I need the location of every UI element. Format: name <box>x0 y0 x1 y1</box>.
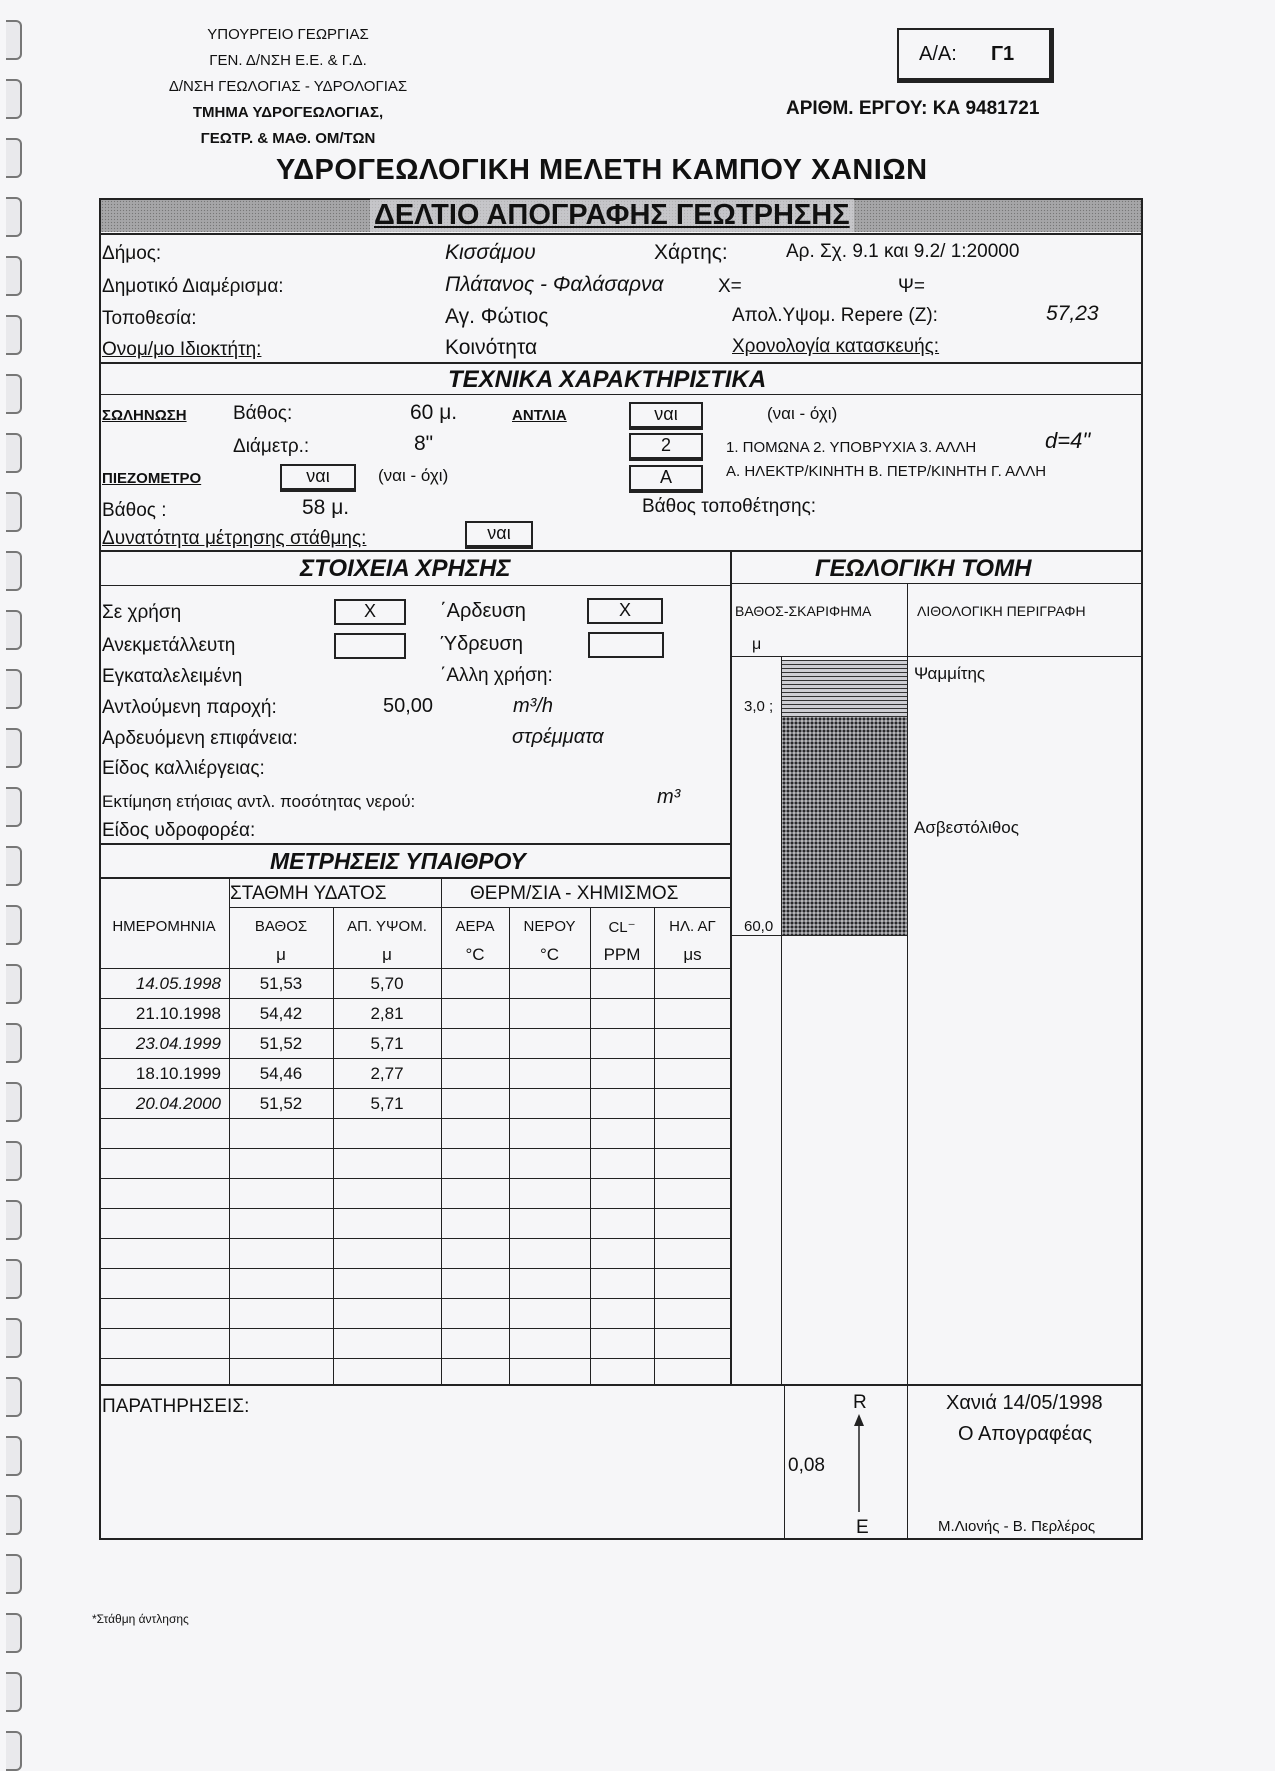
ydroforea-label: Είδος υδροφορέα: <box>102 820 256 841</box>
repere-label: Απολ.Υψομ. Repere (Z): <box>732 305 938 326</box>
binder-ring <box>6 1613 22 1653</box>
epifaneia-unit: στρέμματα <box>512 726 604 748</box>
rule <box>99 233 1143 235</box>
binder-ring <box>6 964 22 1004</box>
se-xrisi-label: Σε χρήση <box>102 602 182 623</box>
binder-ring <box>6 1672 22 1712</box>
measurement-vathos: 54,46 <box>259 1064 303 1083</box>
depth-2: 60,0 <box>744 918 774 935</box>
measurement-ypsom: 5,71 <box>370 1034 404 1053</box>
arrow-up-icon <box>852 1414 866 1514</box>
binder-ring <box>6 433 22 473</box>
se-xrisi-box[interactable] <box>334 599 406 625</box>
place-date: Χανιά 14/05/1998 <box>946 1392 1103 1414</box>
measurement-ypsom: 5,71 <box>370 1094 404 1113</box>
binder-ring <box>6 1200 22 1240</box>
project-number: ΑΡΙΘΜ. ΕΡΓΟΥ: ΚΑ 9481721 <box>786 98 1040 119</box>
diamerisma-value: Πλάτανος - Φαλάσαρνα <box>445 273 664 296</box>
vathos-label: Βάθος: <box>233 403 293 424</box>
measurement-vathos: 54,42 <box>259 1004 303 1023</box>
measurement-date: 14.05.1998 <box>135 974 221 993</box>
binder-ring <box>6 846 22 886</box>
binder-ring <box>6 374 22 414</box>
layer-limestone <box>782 717 907 935</box>
rule <box>229 907 731 908</box>
rule <box>731 656 1142 657</box>
binder-ring <box>6 728 22 768</box>
piezometro-note: (ναι - όχι) <box>378 466 449 485</box>
ardeusi-box[interactable] <box>587 598 663 624</box>
chronologia-label: Χρονολογία κατασκευής: <box>732 336 940 357</box>
ministry-line: ΓΕΩΤΡ. & ΜΑΘ. ΟΜ/ΤΩΝ <box>200 130 376 147</box>
ministry-block <box>118 22 458 152</box>
binder-ring <box>6 1259 22 1299</box>
column-unit: °C <box>465 945 485 964</box>
rule <box>99 1538 1143 1540</box>
geology-unit: μ <box>752 636 762 653</box>
geology-title: ΓΕΩΛΟΓΙΚΗ ΤΟΜΗ <box>815 555 1032 582</box>
rule <box>99 1178 731 1179</box>
paroxi-value: 50,00 <box>383 695 434 717</box>
owner-label: Ονομ/μο Ιδιοκτήτη: <box>102 339 262 360</box>
apografeis-names: Μ.Λιονής - Β. Περλέρος <box>938 1518 1096 1535</box>
column-header: ΗΜΕΡΟΜΗΝΙΑ <box>112 918 216 935</box>
binder-ring <box>6 669 22 709</box>
antlia-note-3: Α. ΗΛΕΚΤΡ/ΚΙΝΗΤΗ Β. ΠΕΤΡ/ΚΙΝΗΤΗ Γ. ΑΛΛΗ <box>726 463 1047 480</box>
paroxi-label: Αντλούμενη παροχή: <box>102 697 277 718</box>
vathos-topothetisis-label: Βάθος τοποθέτησης: <box>642 496 817 517</box>
binder-ring <box>6 1141 22 1181</box>
antlia-box-3-value: Α <box>659 467 672 487</box>
measurement-ypsom: 2,77 <box>370 1064 404 1083</box>
paroxi-unit: m³/h <box>513 695 553 717</box>
egkatal-label: Εγκαταλελειμένη <box>102 666 243 687</box>
rule <box>99 1148 731 1149</box>
binder-ring <box>6 20 22 60</box>
ministry-line: ΓΕΝ. Δ/ΝΣΗ Ε.Ε. & Γ.Δ. <box>209 52 367 69</box>
rule <box>99 1328 731 1329</box>
ardeusi-value: Χ <box>618 600 631 620</box>
binder-ring <box>6 1554 22 1594</box>
ektimisi-unit: m³ <box>657 786 681 808</box>
column-header: ΝΕΡΟΥ <box>523 918 576 935</box>
chartis-label: Χάρτης: <box>654 241 728 264</box>
topothesia-value: Αγ. Φώτιος <box>445 305 549 328</box>
antlia-box-2[interactable] <box>629 433 703 461</box>
binder-ring <box>6 1023 22 1063</box>
rule <box>99 1268 731 1269</box>
rule <box>731 583 1142 584</box>
binder-ring <box>6 787 22 827</box>
rule <box>99 998 731 999</box>
column-unit: °C <box>539 945 560 964</box>
binder-ring <box>6 197 22 237</box>
e-label: E <box>856 1517 869 1538</box>
column-header: ΑΕΡΑ <box>455 918 495 935</box>
group-stathmi: ΣΤΑΘΜΗ ΥΔΑΤΟΣ <box>230 883 387 904</box>
rule <box>731 935 908 936</box>
antlia-label: ΑΝΤΛΙΑ <box>512 407 567 424</box>
rule <box>99 877 731 879</box>
column-header: ΗΛ. ΑΓ <box>669 918 716 935</box>
rule <box>654 907 655 1384</box>
technical-title: ΤΕΧΝΙΚΑ ΧΑΡΑΚΤΗΡΙΣΤΙΚΑ <box>448 366 767 393</box>
r-label: R <box>853 1392 867 1413</box>
binder-ring <box>6 138 22 178</box>
diamerisma-label: Δημοτικό Διαμέρισμα: <box>102 276 284 297</box>
column-header: CL⁻ <box>608 919 636 936</box>
x-label: X= <box>718 276 742 297</box>
rule <box>907 583 908 656</box>
antlia-box-1[interactable] <box>629 402 703 430</box>
antlia-note-1: (ναι - όχι) <box>767 404 838 423</box>
geology-col1: ΒΑΘΟΣ-ΣΚΑΡΙΦΗΜΑ <box>735 603 872 619</box>
aa-value: Γ1 <box>991 43 1015 65</box>
rule <box>907 656 908 1384</box>
column-header: ΑΠ. ΥΨΟΜ. <box>347 918 427 935</box>
binder-ring <box>6 610 22 650</box>
measurements-title: ΜΕΤΡΗΣΕΙΣ ΥΠΑΙΘΡΟΥ <box>270 848 526 874</box>
column-header: ΒΑΘΟΣ <box>254 918 308 935</box>
binder-ring <box>6 1377 22 1417</box>
piezo-vathos-label: Βάθος : <box>102 500 167 521</box>
measurement-vathos: 51,52 <box>259 1034 303 1053</box>
aa-box <box>897 28 1054 83</box>
rule <box>99 1058 731 1059</box>
dimos-label: Δήμος: <box>102 243 162 264</box>
binder-ring <box>6 551 22 591</box>
antlia-box-1-value: ναι <box>654 404 678 424</box>
geology-col2: ΛΙΘΟΛΟΓΙΚΗ ΠΕΡΙΓΡΑΦΗ <box>917 603 1086 619</box>
measurement-date: 20.04.2000 <box>135 1094 221 1113</box>
chartis-value: Αρ. Σχ. 9.1 και 9.2/ 1:20000 <box>786 241 1020 262</box>
rule <box>99 843 731 845</box>
measurement-vathos: 51,53 <box>259 974 303 993</box>
column-unit: μ <box>382 945 392 964</box>
rule <box>99 1358 731 1359</box>
ydreusi-box[interactable] <box>588 632 664 658</box>
rule <box>99 1238 731 1239</box>
column-unit: μs <box>683 945 702 964</box>
topothesia-label: Τοποθεσία: <box>102 308 197 329</box>
rule <box>509 907 510 1384</box>
handwritten-d: d=4" <box>1045 428 1091 453</box>
ydreusi-label: Ύδρευση <box>440 633 523 655</box>
rule <box>99 1088 731 1089</box>
depth-1: 3,0 ; <box>744 698 774 715</box>
vathos-value: 60 μ. <box>410 401 458 424</box>
rule <box>99 394 1143 395</box>
column-unit: PPM <box>603 945 641 964</box>
rule <box>99 1028 731 1029</box>
rule <box>99 1384 1143 1386</box>
ministry-line: ΤΜΗΜΑ ΥΔΡΟΓΕΩΛΟΓΙΑΣ, <box>192 104 384 121</box>
rule <box>99 585 731 586</box>
column-unit: μ <box>276 945 286 964</box>
binder-ring <box>6 1318 22 1358</box>
aa-label: Α/Α: <box>919 43 957 65</box>
piezometro-box[interactable] <box>280 464 356 492</box>
piezometro-label: ΠΙΕΖΟΜΕΤΡΟ <box>102 470 202 487</box>
usage-title: ΣΤΟΙΧΕΙΑ ΧΡΗΣΗΣ <box>300 555 511 582</box>
alli-xrisi-label: ΄Αλλη χρήση: <box>440 665 553 686</box>
rule <box>99 968 731 969</box>
binder-ring <box>6 1495 22 1535</box>
binder-ring <box>6 256 22 296</box>
binder-ring <box>6 905 22 945</box>
banner-title: ΔΕΛΤΙΟ ΑΠΟΓΡΑΦΗΣ ΓΕΩΤΡΗΣΗΣ <box>370 199 854 232</box>
binder-ring <box>6 315 22 355</box>
rule <box>1141 198 1143 1538</box>
group-thermo: ΘΕΡΜ/ΣΙΑ - ΧΗΜΙΣΜΟΣ <box>470 883 679 904</box>
rule <box>99 1118 731 1119</box>
antlia-box-2-value: 2 <box>660 435 671 455</box>
binder-ring <box>6 79 22 119</box>
form-frame <box>99 198 1141 1538</box>
rule <box>99 362 1143 364</box>
layer-1-label: Ψαμμίτης <box>914 664 986 683</box>
dimos-value: Κισσάμου <box>445 241 536 264</box>
apografeas: Ο Απογραφέας <box>958 1423 1093 1445</box>
footnote: *Στάθμη άντλησης <box>92 1612 189 1626</box>
re-value: 0,08 <box>788 1455 825 1476</box>
anekmetal-label: Ανεκμετάλλευτη <box>102 635 236 656</box>
remarks-label: ΠΑΡΑΤΗΡΗΣΕΙΣ: <box>102 1396 250 1417</box>
dynatotita-box[interactable] <box>465 521 533 549</box>
diametros-value: 8" <box>414 432 434 455</box>
layer-2-label: Ασβεστόλιθος <box>914 818 1019 837</box>
ministry-line: ΥΠΟΥΡΓΕΙΟ ΓΕΩΡΓΙΑΣ <box>207 26 369 43</box>
measurement-vathos: 51,52 <box>259 1094 303 1113</box>
binder-ring <box>6 492 22 532</box>
measurement-ypsom: 5,70 <box>370 974 404 993</box>
rule <box>99 1298 731 1299</box>
rule <box>99 1208 731 1209</box>
piezo-vathos-value: 58 μ. <box>302 496 350 519</box>
anekmetal-box[interactable] <box>334 633 406 659</box>
piezometro-value: ναι <box>306 466 330 486</box>
ektimisi-label: Εκτίμηση ετήσιας αντλ. ποσότητας νερού: <box>102 792 416 811</box>
rule <box>907 1384 908 1538</box>
diametros-label: Διάμετρ.: <box>233 436 310 457</box>
binder-ring <box>6 1731 22 1771</box>
rule <box>590 907 591 1384</box>
main-title: ΥΔΡΟΓΕΩΛΟΓΙΚΗ ΜΕΛΕΤΗ ΚΑΜΠΟΥ ΧΑΝΙΩΝ <box>276 154 928 186</box>
measurement-date: 18.10.1999 <box>135 1064 221 1083</box>
ministry-line: Δ/ΝΣΗ ΓΕΩΛΟΓΙΑΣ - ΥΔΡΟΛΟΓΙΑΣ <box>168 78 408 95</box>
binder-ring <box>6 1082 22 1122</box>
binder-ring <box>6 1436 22 1476</box>
se-xrisi-value: Χ <box>363 601 376 621</box>
dynatotita-label: Δυνατότητα μέτρησης στάθμης: <box>102 528 367 549</box>
layer-sandstone <box>782 660 907 717</box>
rule <box>784 1384 785 1538</box>
kalliergeia-label: Είδος καλλιέργειας: <box>102 758 265 779</box>
measurement-ypsom: 2,81 <box>370 1004 404 1023</box>
dynatotita-value: ναι <box>487 523 511 543</box>
rule <box>99 550 1143 552</box>
antlia-box-3[interactable] <box>629 465 703 493</box>
ardeusi-label: ΄Αρδευση <box>440 600 526 622</box>
measurement-date: 21.10.1998 <box>135 1004 221 1023</box>
epifaneia-label: Αρδευόμενη επιφάνεια: <box>102 728 298 749</box>
rule <box>99 198 101 1538</box>
repere-value: 57,23 <box>1046 302 1099 325</box>
solinosi-label: ΣΩΛΗΝΩΣΗ <box>102 407 187 424</box>
measurement-date: 23.04.1999 <box>135 1034 221 1053</box>
psi-label: Ψ= <box>898 276 925 297</box>
owner-value: Κοινότητα <box>445 336 538 359</box>
antlia-note-2: 1. ΠΟΜΩΝΑ 2. ΥΠΟΒΡΥΧΙΑ 3. ΑΛΛΗ <box>726 439 977 456</box>
